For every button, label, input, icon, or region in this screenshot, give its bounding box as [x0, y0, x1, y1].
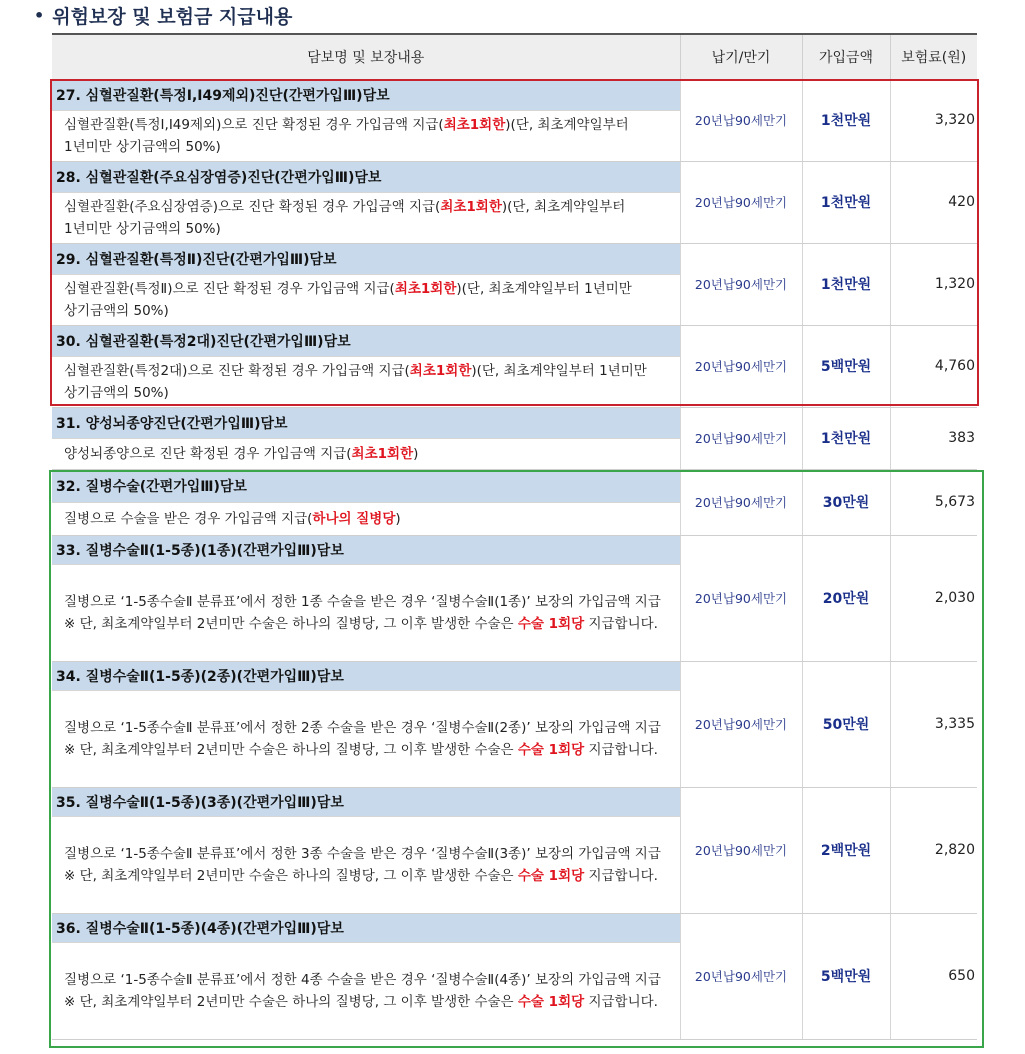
coverage-name: 33. 질병수술Ⅱ(1-5종)(1종)(간편가입Ⅲ)담보 [52, 535, 680, 564]
coverage-amount: 1천만원 [802, 161, 890, 243]
premium-value: 2,030 [890, 535, 977, 661]
premium-value: 4,760 [890, 325, 977, 407]
highlight-text: 최초1회한 [440, 198, 502, 215]
premium-value: 3,320 [890, 79, 977, 161]
coverage-table-wrapper [52, 33, 977, 1040]
coverage-description: 질병으로 ‘1-5종수술Ⅱ 분류표’에서 정한 3종 수술을 받은 경우 ‘질병수술Ⅱ(3종)’ 보장의 가입금액 지급 ※ 단, 최초계약일부터 2년미만 수술은 하나의 질병당, 그 이후 발생한 수술은 수술 1회당 지급합니다. [52, 816, 680, 913]
highlight-text: 수술 1회당 [517, 741, 585, 758]
coverage-amount: 50만원 [802, 661, 890, 787]
coverage-description: 심혈관질환(주요심장염증)으로 진단 확정된 경우 가입금액 지급(최초1회한)(단, 최초계약일부터 1년미만 상기금액의 50%) [52, 192, 680, 243]
coverage-name: 36. 질병수술Ⅱ(1-5종)(4종)(간편가입Ⅲ)담보 [52, 913, 680, 942]
table-row [52, 407, 977, 438]
coverage-description: 질병으로 ‘1-5종수술Ⅱ 분류표’에서 정한 2종 수술을 받은 경우 ‘질병수술Ⅱ(2종)’ 보장의 가입금액 지급 ※ 단, 최초계약일부터 2년미만 수술은 하나의 질병당, 그 이후 발생한 수술은 수술 1회당 지급합니다. [52, 690, 680, 787]
section-title [34, 2, 292, 28]
table-header-row [52, 34, 977, 79]
coverage-table [52, 33, 977, 1040]
table-row [52, 469, 977, 502]
coverage-amount: 5백만원 [802, 913, 890, 1039]
payment-term: 20년납90세만기 [680, 535, 802, 661]
highlight-text: 수술 1회당 [517, 615, 585, 632]
coverage-amount: 2백만원 [802, 787, 890, 913]
table-row [52, 161, 977, 192]
coverage-description: 심혈관질환(특정2대)으로 진단 확정된 경우 가입금액 지급(최초1회한)(단, 최초계약일부터 1년미만 상기금액의 50%) [52, 356, 680, 407]
coverage-amount: 1천만원 [802, 79, 890, 161]
payment-term: 20년납90세만기 [680, 325, 802, 407]
header-term: 납기/만기 [680, 34, 802, 79]
payment-term: 20년납90세만기 [680, 407, 802, 469]
coverage-name: 29. 심혈관질환(특정Ⅱ)진단(간편가입Ⅲ)담보 [52, 243, 680, 274]
coverage-name: 32. 질병수술(간편가입Ⅲ)담보 [52, 469, 680, 502]
coverage-description: 양성뇌종양으로 진단 확정된 경우 가입금액 지급(최초1회한) [52, 438, 680, 469]
coverage-name: 30. 심혈관질환(특정2대)진단(간편가입Ⅲ)담보 [52, 325, 680, 356]
payment-term: 20년납90세만기 [680, 243, 802, 325]
header-premium: 보험료(원) [890, 34, 977, 79]
highlight-text: 하나의 질병당 [312, 510, 396, 527]
coverage-name: 28. 심혈관질환(주요심장염증)진단(간편가입Ⅲ)담보 [52, 161, 680, 192]
header-coverage: 담보명 및 보장내용 [52, 34, 680, 79]
highlight-text: 수술 1회당 [517, 867, 585, 884]
table-row [52, 243, 977, 274]
header-amount: 가입금액 [802, 34, 890, 79]
table-row [52, 79, 977, 110]
payment-term: 20년납90세만기 [680, 79, 802, 161]
payment-term: 20년납90세만기 [680, 787, 802, 913]
premium-value: 1,320 [890, 243, 977, 325]
premium-value: 2,820 [890, 787, 977, 913]
table-row [52, 787, 977, 816]
highlight-text: 최초1회한 [394, 280, 457, 297]
highlight-text: 수술 1회당 [517, 993, 585, 1010]
premium-value: 3,335 [890, 661, 977, 787]
coverage-amount: 1천만원 [802, 407, 890, 469]
coverage-description: 질병으로 ‘1-5종수술Ⅱ 분류표’에서 정한 1종 수술을 받은 경우 ‘질병수술Ⅱ(1종)’ 보장의 가입금액 지급 ※ 단, 최초계약일부터 2년미만 수술은 하나의 질병당, 그 이후 발생한 수술은 수술 1회당 지급합니다. [52, 564, 680, 661]
payment-term: 20년납90세만기 [680, 661, 802, 787]
coverage-description: 질병으로 ‘1-5종수술Ⅱ 분류표’에서 정한 4종 수술을 받은 경우 ‘질병수술Ⅱ(4종)’ 보장의 가입금액 지급 ※ 단, 최초계약일부터 2년미만 수술은 하나의 질병당, 그 이후 발생한 수술은 수술 1회당 지급합니다. [52, 942, 680, 1039]
table-row [52, 661, 977, 690]
table-row [52, 913, 977, 942]
coverage-amount: 5백만원 [802, 325, 890, 407]
payment-term: 20년납90세만기 [680, 913, 802, 1039]
coverage-amount: 20만원 [802, 535, 890, 661]
premium-value: 383 [890, 407, 977, 469]
premium-value: 650 [890, 913, 977, 1039]
premium-value: 420 [890, 161, 977, 243]
coverage-description: 질병으로 수술을 받은 경우 가입금액 지급(하나의 질병당) [52, 502, 680, 535]
table-row [52, 535, 977, 564]
coverage-name: 34. 질병수술Ⅱ(1-5종)(2종)(간편가입Ⅲ)담보 [52, 661, 680, 690]
coverage-description: 심혈관질환(특정Ⅰ,I49제외)으로 진단 확정된 경우 가입금액 지급(최초1회한)(단, 최초계약일부터 1년미만 상기금액의 50%) [52, 110, 680, 161]
payment-term: 20년납90세만기 [680, 469, 802, 535]
highlight-text: 최초1회한 [409, 362, 472, 379]
highlight-text: 최초1회한 [351, 445, 414, 462]
coverage-description: 심혈관질환(특정Ⅱ)으로 진단 확정된 경우 가입금액 지급(최초1회한)(단, 최초계약일부터 1년미만 상기금액의 50%) [52, 274, 680, 325]
coverage-name: 27. 심혈관질환(특정Ⅰ,I49제외)진단(간편가입Ⅲ)담보 [52, 79, 680, 110]
table-row [52, 325, 977, 356]
section-title-text: 위험보장 및 보험금 지급내용 [52, 5, 293, 28]
coverage-amount: 1천만원 [802, 243, 890, 325]
highlight-text: 최초1회한 [443, 116, 506, 133]
premium-value: 5,673 [890, 469, 977, 535]
coverage-name: 31. 양성뇌종양진단(간편가입Ⅲ)담보 [52, 407, 680, 438]
coverage-name: 35. 질병수술Ⅱ(1-5종)(3종)(간편가입Ⅲ)담보 [52, 787, 680, 816]
payment-term: 20년납90세만기 [680, 161, 802, 243]
bullet-icon: • [34, 5, 45, 25]
coverage-amount: 30만원 [802, 469, 890, 535]
